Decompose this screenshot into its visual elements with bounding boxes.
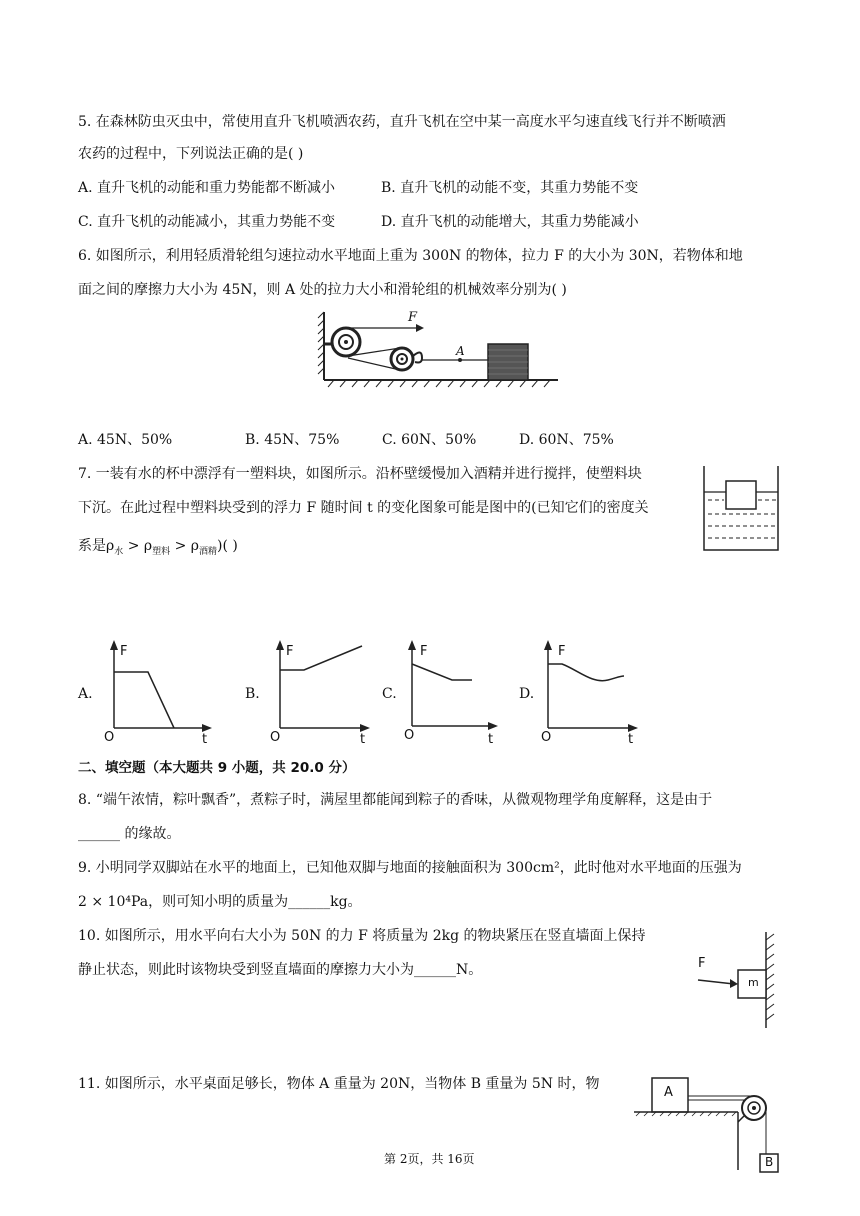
page-footer: 第 2页，共 16页 — [384, 1152, 475, 1166]
q7-cup-figure — [702, 464, 782, 554]
q5-option-d: D. 直升飞机的动能增大，其重力势能减小 — [381, 214, 639, 230]
q7-sub-water: 水 — [114, 546, 124, 557]
q7-graph-d-origin: O — [541, 730, 552, 745]
q6-option-a: A. 45N、50% — [78, 432, 173, 448]
q7-graph-d-x-label: t — [628, 732, 634, 747]
q7-graph-b — [266, 640, 376, 745]
q7-graph-a-x-label: t — [202, 732, 208, 747]
q7-graph-a-curve — [114, 672, 174, 728]
q11-table-figure — [634, 1074, 784, 1174]
q7-graph-d-curve — [548, 664, 624, 681]
q6-pulley-figure — [318, 308, 558, 388]
q6-option-c: C. 60N、50% — [382, 432, 477, 448]
q7-suffix: )( ) — [217, 538, 238, 554]
q5-line2: 农药的过程中，下列说法正确的是( ) — [78, 146, 304, 162]
q7-graph-a — [98, 640, 218, 745]
q8-line1: 8. “端午浓情，粽叶飘香”，煮粽子时，满屋里都能闻到粽子的香味，从微观物理学角度解释，这是由于 — [78, 792, 713, 808]
q7-graph-b-y-label: F — [286, 644, 294, 659]
q7-graph-c-curve — [412, 664, 472, 680]
q11-line1: 11. 如图所示，水平桌面足够长，物体 A 重量为 20N，当物体 B 重量为 5N 时，物 — [78, 1076, 600, 1092]
q7-graph-d — [538, 640, 643, 745]
q7-sub-plastic: 塑料 — [152, 546, 171, 557]
q9-line1: 9. 小明同学双脚站在水平的地面上，已知他双脚与地面的接触面积为 300cm²，此时他对水平地面的压强为 — [78, 860, 742, 876]
q11-fig-B-label: B — [765, 1155, 774, 1169]
q6-option-d: D. 60N、75% — [519, 432, 614, 448]
q10-wall-figure — [694, 930, 780, 1030]
q7-graph-b-x-label: t — [360, 732, 366, 747]
q7-graph-b-letter: B. — [245, 686, 260, 702]
q7-graph-a-letter: A. — [78, 686, 93, 702]
q7-graph-c-y-label: F — [420, 644, 428, 659]
q7-graph-d-letter: D. — [519, 686, 535, 702]
q7-gt-1: > ρ — [123, 538, 153, 554]
q6-line2: 面之间的摩擦力大小为 45N，则 A 处的拉力大小和滑轮组的机械效率分别为( ) — [78, 282, 567, 298]
q7-graph-d-y-label: F — [558, 644, 566, 659]
q9-line2: 2 × 10⁴Pa，则可知小明的质量为______kg。 — [78, 894, 362, 910]
q7-graph-a-origin: O — [104, 730, 115, 745]
q7-sub-alcohol: 酒精 — [199, 546, 218, 557]
q7-graph-b-origin: O — [270, 730, 281, 745]
q5-option-c: C. 直升飞机的动能减小，其重力势能不变 — [78, 214, 336, 230]
section-title-fill-in: 二、填空题（本大题共 9 小题，共 20.0 分） — [78, 760, 356, 776]
q6-option-b: B. 45N、75% — [245, 432, 340, 448]
q7-graph-c-origin: O — [404, 728, 415, 743]
q7-graph-a-y-label: F — [120, 644, 128, 659]
q6-fig-A-label: A — [456, 344, 465, 358]
q5-option-a: A. 直升飞机的动能和重力势能都不断减小 — [78, 180, 336, 196]
q7-line3 — [78, 536, 238, 562]
q6-line1: 6. 如图所示，利用轻质滑轮组匀速拉动水平地面上重为 300N 的物体，拉力 F 的大小为 30N，若物体和地 — [78, 248, 743, 264]
q8-line2: ______ 的缘故。 — [78, 826, 181, 842]
q7-line1: 7. 一装有水的杯中漂浮有一塑料块，如图所示。沿杯壁缓慢加入酒精并进行搅拌，使塑料块 — [78, 466, 642, 482]
q7-line2: 下沉。在此过程中塑料块受到的浮力 F 随时间 t 的变化图象可能是图中的(已知它们的密度关 — [78, 500, 649, 516]
q10-line2: 静止状态，则此时该物块受到竖直墙面的摩擦力大小为______N。 — [78, 962, 483, 978]
q11-fig-A-label: A — [664, 1085, 673, 1100]
q6-fig-F-label: F — [408, 310, 418, 325]
q7-graph-c-x-label: t — [488, 732, 494, 747]
q7-gt-2: > ρ — [170, 538, 200, 554]
q10-fig-F-label: F — [698, 956, 706, 971]
q7-graph-c — [402, 640, 502, 745]
q7-graph-c-letter: C. — [382, 686, 397, 702]
q5-line1: 5. 在森林防虫灭虫中，常使用直升飞机喷洒农药，直升飞机在空中某一高度水平匀速直线飞行并不断喷洒 — [78, 114, 726, 130]
q5-option-b: B. 直升飞机的动能不变，其重力势能不变 — [381, 180, 639, 196]
q7-rho-water: 系是ρ — [78, 538, 115, 554]
q10-fig-m-label: m — [748, 976, 759, 989]
q10-line1: 10. 如图所示，用水平向右大小为 50N 的力 F 将质量为 2kg 的物块紧压在竖直墙面上保持 — [78, 928, 646, 944]
